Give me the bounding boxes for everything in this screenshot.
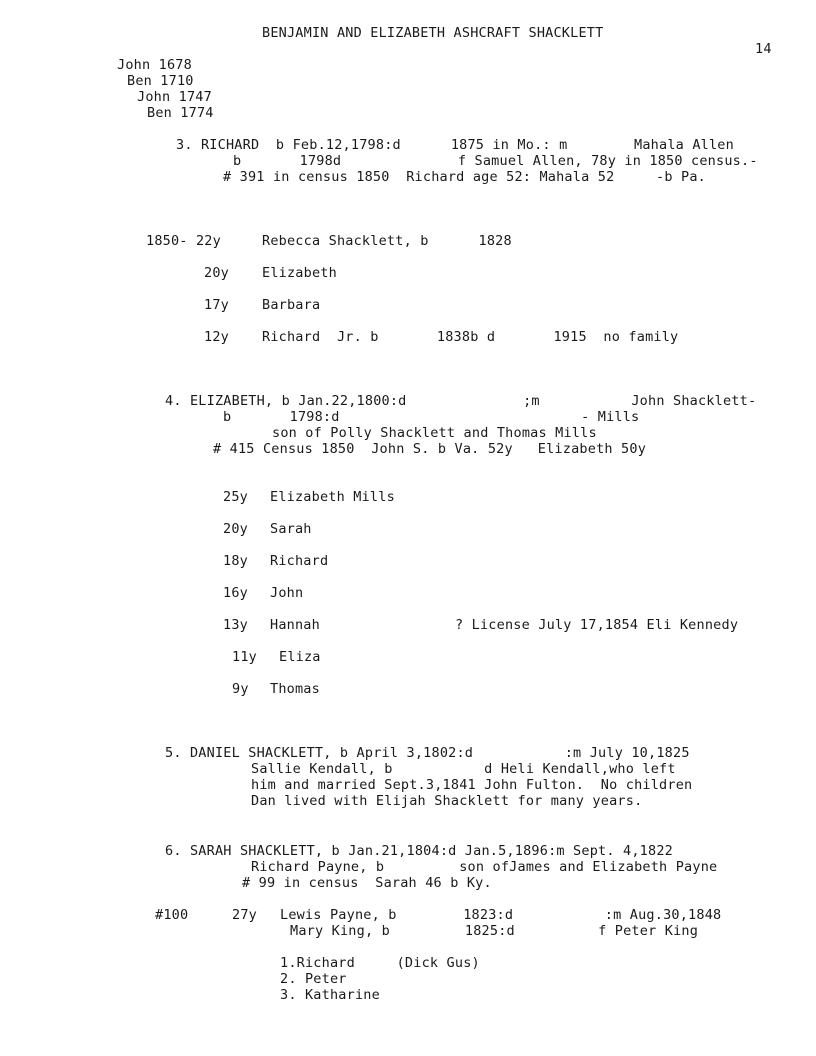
- child-age: 12y: [204, 329, 229, 345]
- lineage-line: Ben 1710: [127, 73, 194, 89]
- child-age: 9y: [232, 681, 249, 697]
- child-name: Eliza: [279, 649, 321, 665]
- elizabeth-line: b 1798:d - Mills: [223, 409, 640, 425]
- child-age: 18y: [223, 553, 248, 569]
- daniel-line: Dan lived with Elijah Shacklett for many years.: [251, 793, 643, 809]
- child-name: Elizabeth Mills: [270, 489, 395, 505]
- child-name: Hannah: [270, 617, 320, 633]
- child-name: Richard Jr. b 1838b d 1915 no family: [262, 329, 679, 345]
- elizabeth-line: # 415 Census 1850 John S. b Va. 52y Elizabeth 50y: [213, 441, 647, 457]
- child-name: Barbara: [262, 297, 321, 313]
- child-age: 11y: [232, 649, 257, 665]
- sarah-line: Richard Payne, b son ofJames and Elizabeth Payne: [251, 859, 718, 875]
- child-age: 20y: [204, 265, 229, 281]
- page-title: BENJAMIN AND ELIZABETH ASHCRAFT SHACKLETT: [262, 25, 604, 41]
- child-name: Richard: [270, 553, 329, 569]
- sarah-line: # 99 in census Sarah 46 b Ky.: [242, 875, 492, 891]
- sarah-line: 6. SARAH SHACKLETT, b Jan.21,1804:d Jan.5,1896:m Sept. 4,1822: [165, 843, 673, 859]
- grandchild: 3. Katharine: [280, 987, 380, 1003]
- sarah-entry-line: Mary King, b 1825:d f Peter King: [290, 923, 699, 939]
- child-age: 25y: [223, 489, 248, 505]
- lineage-line: John 1747: [137, 89, 212, 105]
- daniel-line: him and married Sept.3,1841 John Fulton. No children: [251, 777, 693, 793]
- richard-line: # 391 in census 1850 Richard age 52: Mahala 52 -b Pa.: [223, 169, 707, 185]
- child-name: Thomas: [270, 681, 320, 697]
- grandchild: 2. Peter: [280, 971, 347, 987]
- child-age: 16y: [223, 585, 248, 601]
- child-age: 17y: [204, 297, 229, 313]
- lineage-line: Ben 1774: [147, 105, 214, 121]
- elizabeth-line: son of Polly Shacklett and Thomas Mills: [272, 425, 597, 441]
- richard-line: 3. RICHARD b Feb.12,1798:d 1875 in Mo.: m Mahala Allen: [176, 137, 734, 153]
- child-name: Sarah: [270, 521, 312, 537]
- child-age: 13y: [223, 617, 248, 633]
- grandchild: 1.Richard (Dick Gus): [280, 955, 480, 971]
- child-age: 1850- 22y: [146, 233, 221, 249]
- lineage-line: John 1678: [117, 57, 192, 73]
- daniel-line: Sallie Kendall, b d Heli Kendall,who left: [251, 761, 676, 777]
- page-number: 14: [755, 41, 772, 57]
- child-name: Rebecca Shacklett, b 1828: [262, 233, 512, 249]
- census-number: #100: [155, 907, 189, 923]
- child-name: John: [270, 585, 304, 601]
- child-name: Elizabeth: [262, 265, 337, 281]
- child-age: 27y: [232, 907, 257, 923]
- elizabeth-line: 4. ELIZABETH, b Jan.22,1800:d ;m John Shacklett-: [165, 393, 757, 409]
- richard-line: b 1798d f Samuel Allen, 78y in 1850 census.-: [233, 153, 758, 169]
- license-note: ? License July 17,1854 Eli Kennedy: [455, 617, 739, 633]
- daniel-line: 5. DANIEL SHACKLETT, b April 3,1802:d :m July 10,1825: [165, 745, 690, 761]
- sarah-entry-line: Lewis Payne, b 1823:d :m Aug.30,1848: [280, 907, 722, 923]
- child-age: 20y: [223, 521, 248, 537]
